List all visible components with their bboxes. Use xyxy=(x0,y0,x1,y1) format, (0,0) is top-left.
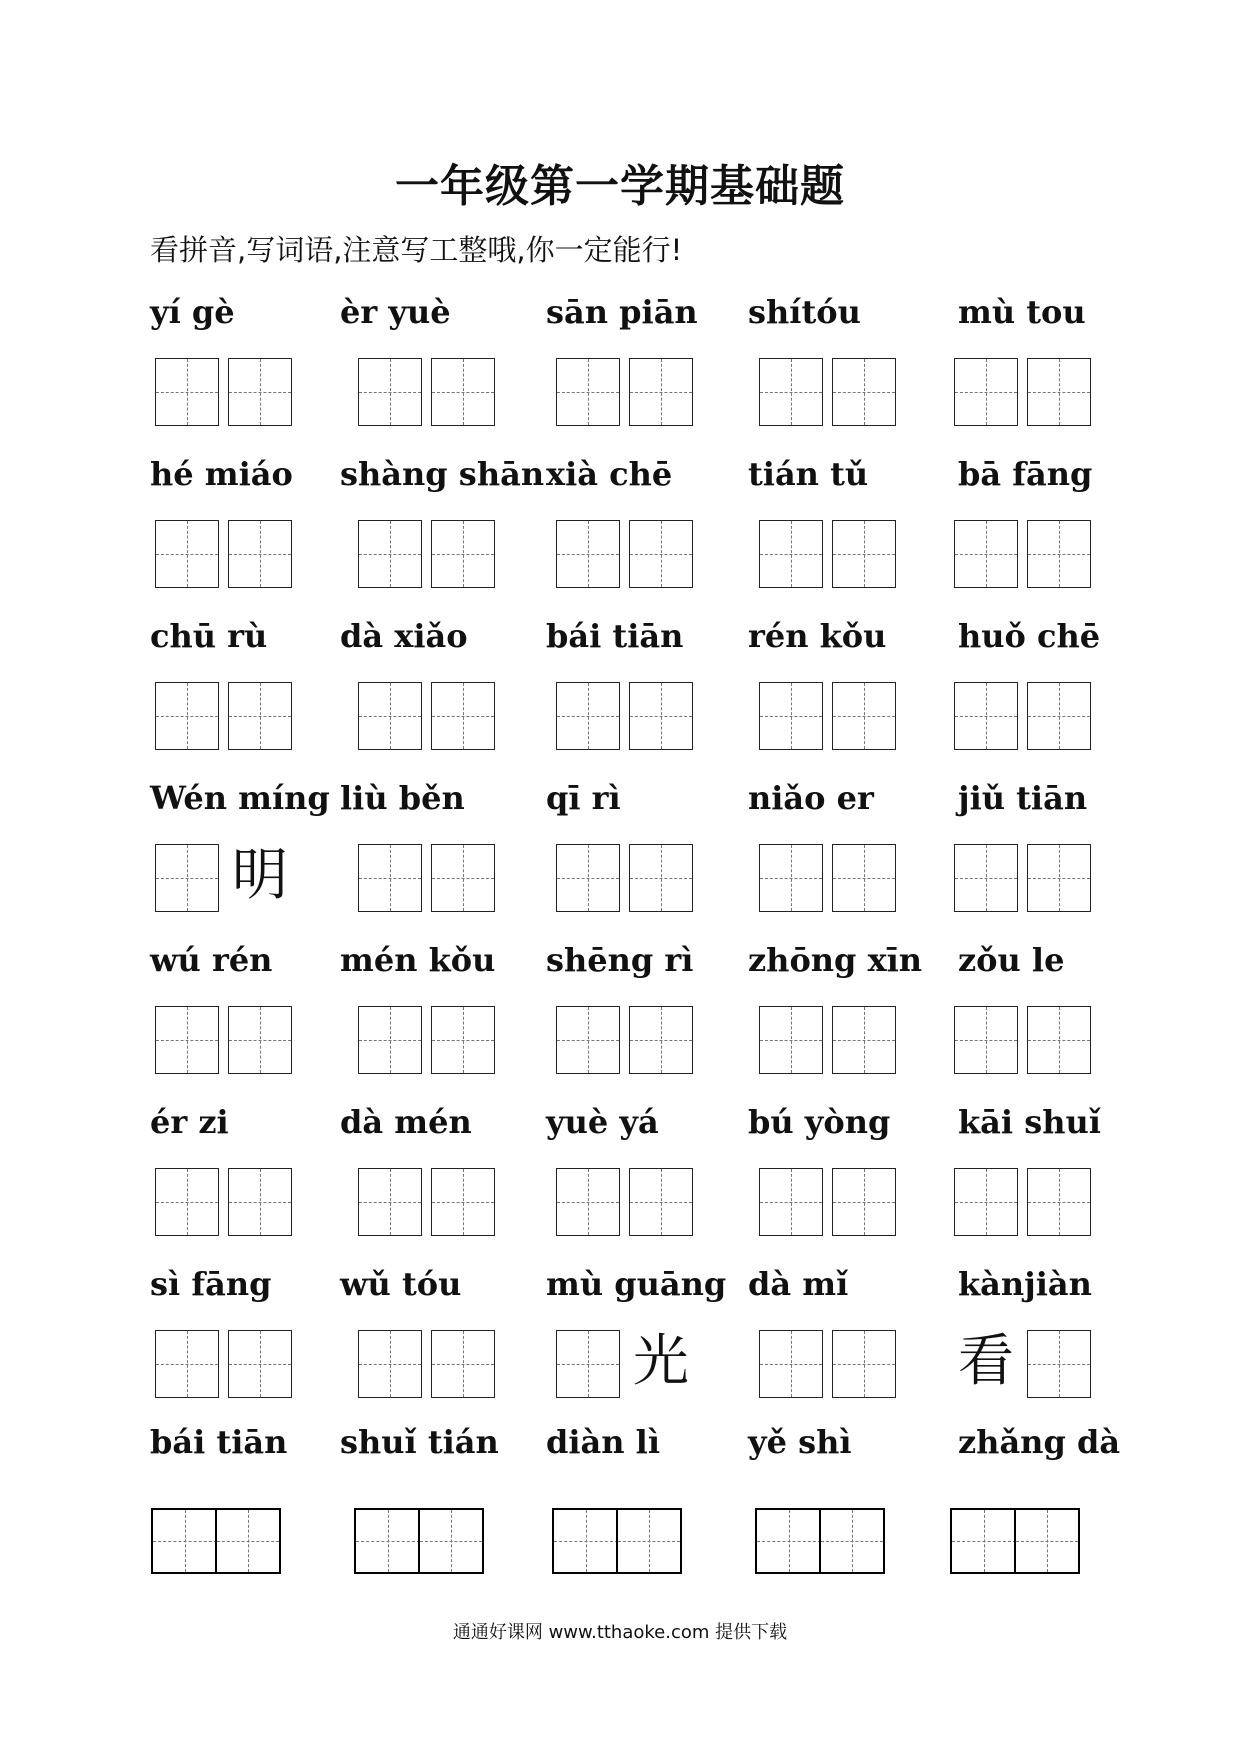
given-character: 看 xyxy=(958,1329,1014,1394)
answer-box[interactable] xyxy=(832,1168,896,1236)
pinyin-prompt: shuǐ tián xyxy=(340,1423,499,1461)
pinyin-prompt: xià chē xyxy=(546,455,673,493)
answer-box[interactable] xyxy=(832,358,896,426)
pinyin-prompt: kāi shuǐ xyxy=(958,1103,1101,1141)
pinyin-prompt: dà mén xyxy=(340,1103,472,1141)
pinyin-prompt: tián tǔ xyxy=(748,455,869,493)
answer-box[interactable] xyxy=(759,682,823,750)
answer-box[interactable] xyxy=(431,358,495,426)
answer-box[interactable] xyxy=(556,682,620,750)
pinyin-prompt: sì fāng xyxy=(150,1265,272,1303)
given-character: 明 xyxy=(232,843,288,908)
answer-box[interactable] xyxy=(228,1168,292,1236)
pinyin-prompt: chū rù xyxy=(150,617,268,655)
answer-box[interactable] xyxy=(556,1330,620,1398)
pinyin-prompt: jiǔ tiān xyxy=(958,779,1088,817)
answer-box[interactable] xyxy=(759,1168,823,1236)
pinyin-prompt: yuè yá xyxy=(546,1103,659,1141)
answer-box[interactable] xyxy=(556,844,620,912)
pinyin-prompt: wǔ tóu xyxy=(340,1265,462,1303)
answer-box[interactable] xyxy=(832,520,896,588)
answer-box[interactable] xyxy=(832,682,896,750)
answer-box[interactable] xyxy=(954,844,1018,912)
pinyin-prompt: shēng rì xyxy=(546,941,694,979)
pinyin-prompt: bú yòng xyxy=(748,1103,891,1141)
answer-box[interactable] xyxy=(556,1006,620,1074)
pinyin-prompt: bái tiān xyxy=(150,1423,288,1461)
answer-box[interactable] xyxy=(155,1168,219,1236)
pinyin-prompt: huǒ chē xyxy=(958,617,1101,655)
answer-box[interactable] xyxy=(629,1006,693,1074)
answer-box[interactable] xyxy=(556,1168,620,1236)
answer-box[interactable] xyxy=(151,1508,217,1574)
answer-box[interactable] xyxy=(1027,1006,1091,1074)
pinyin-prompt: mén kǒu xyxy=(340,941,496,979)
answer-box[interactable] xyxy=(629,682,693,750)
pinyin-prompt: dà mǐ xyxy=(748,1265,849,1303)
answer-box[interactable] xyxy=(418,1508,484,1574)
answer-box[interactable] xyxy=(228,1330,292,1398)
answer-box[interactable] xyxy=(954,1168,1018,1236)
answer-box[interactable] xyxy=(431,1168,495,1236)
answer-box[interactable] xyxy=(552,1508,618,1574)
answer-box[interactable] xyxy=(358,520,422,588)
pinyin-prompt: ér zi xyxy=(150,1103,229,1141)
answer-box[interactable] xyxy=(629,1168,693,1236)
answer-box[interactable] xyxy=(358,844,422,912)
answer-box[interactable] xyxy=(155,358,219,426)
answer-box[interactable] xyxy=(155,1006,219,1074)
pinyin-prompt: zhōng xīn xyxy=(748,941,923,979)
answer-box[interactable] xyxy=(431,1006,495,1074)
pinyin-prompt: èr yuè xyxy=(340,293,451,331)
footer: 通通好课网 www.tthaoke.com 提供下载 xyxy=(452,1622,788,1643)
answer-box[interactable] xyxy=(228,520,292,588)
answer-box[interactable] xyxy=(556,358,620,426)
answer-box[interactable] xyxy=(759,1006,823,1074)
answer-box[interactable] xyxy=(759,1330,823,1398)
answer-box[interactable] xyxy=(358,682,422,750)
answer-box[interactable] xyxy=(358,358,422,426)
answer-box[interactable] xyxy=(155,520,219,588)
answer-box[interactable] xyxy=(1027,1330,1091,1398)
answer-box[interactable] xyxy=(629,844,693,912)
answer-box[interactable] xyxy=(431,520,495,588)
answer-box[interactable] xyxy=(358,1168,422,1236)
answer-box[interactable] xyxy=(215,1508,281,1574)
answer-box[interactable] xyxy=(358,1006,422,1074)
pinyin-prompt: zhǎng dà xyxy=(958,1423,1121,1461)
answer-box[interactable] xyxy=(759,520,823,588)
pinyin-prompt: dà xiǎo xyxy=(340,617,468,655)
answer-box[interactable] xyxy=(431,682,495,750)
pinyin-prompt: mù guāng xyxy=(546,1265,727,1303)
answer-box[interactable] xyxy=(228,358,292,426)
answer-box[interactable] xyxy=(358,1330,422,1398)
answer-box[interactable] xyxy=(755,1508,821,1574)
answer-box[interactable] xyxy=(1027,1168,1091,1236)
answer-box[interactable] xyxy=(759,358,823,426)
pinyin-prompt: sān piān xyxy=(546,293,698,331)
answer-box[interactable] xyxy=(155,682,219,750)
answer-box[interactable] xyxy=(228,1006,292,1074)
pinyin-prompt: mù tou xyxy=(958,293,1086,331)
pinyin-prompt: yě shì xyxy=(748,1423,852,1461)
pinyin-prompt: shítóu xyxy=(748,293,861,331)
pinyin-prompt: bā fāng xyxy=(958,455,1093,493)
pinyin-prompt: niǎo er xyxy=(748,779,874,817)
answer-box[interactable] xyxy=(629,520,693,588)
answer-box[interactable] xyxy=(556,520,620,588)
answer-box[interactable] xyxy=(954,520,1018,588)
pinyin-prompt: liù běn xyxy=(340,779,465,817)
worksheet-title: 一年级第一学期基础题 xyxy=(395,161,845,212)
answer-box[interactable] xyxy=(1027,682,1091,750)
pinyin-prompt: shàng shān xyxy=(340,455,545,493)
answer-box[interactable] xyxy=(832,1006,896,1074)
given-character: 光 xyxy=(633,1329,689,1394)
answer-box[interactable] xyxy=(954,358,1018,426)
answer-box[interactable] xyxy=(1027,520,1091,588)
pinyin-prompt: zǒu le xyxy=(958,941,1065,979)
answer-box[interactable] xyxy=(354,1508,420,1574)
answer-box[interactable] xyxy=(832,1330,896,1398)
pinyin-prompt: bái tiān xyxy=(546,617,684,655)
answer-box[interactable] xyxy=(616,1508,682,1574)
pinyin-prompt: hé miáo xyxy=(150,455,293,493)
answer-box[interactable] xyxy=(759,844,823,912)
pinyin-prompt: qī rì xyxy=(546,779,621,817)
answer-box[interactable] xyxy=(1027,358,1091,426)
instruction: 看拼音,写词语,注意写工整哦,你一定能行! xyxy=(150,233,683,267)
pinyin-prompt: kànjiàn xyxy=(958,1265,1092,1303)
answer-box[interactable] xyxy=(819,1508,885,1574)
answer-box[interactable] xyxy=(954,1006,1018,1074)
pinyin-prompt: yí gè xyxy=(150,293,235,331)
answer-box[interactable] xyxy=(950,1508,1016,1574)
answer-box[interactable] xyxy=(832,844,896,912)
answer-box[interactable] xyxy=(155,844,219,912)
answer-box[interactable] xyxy=(155,1330,219,1398)
pinyin-prompt: rén kǒu xyxy=(748,617,887,655)
pinyin-prompt: diàn lì xyxy=(546,1423,660,1461)
answer-box[interactable] xyxy=(954,682,1018,750)
answer-box[interactable] xyxy=(228,682,292,750)
answer-box[interactable] xyxy=(1014,1508,1080,1574)
answer-box[interactable] xyxy=(431,1330,495,1398)
pinyin-prompt: wú rén xyxy=(150,941,273,979)
answer-box[interactable] xyxy=(629,358,693,426)
answer-box[interactable] xyxy=(1027,844,1091,912)
pinyin-prompt: Wén míng xyxy=(150,779,330,817)
answer-box[interactable] xyxy=(431,844,495,912)
